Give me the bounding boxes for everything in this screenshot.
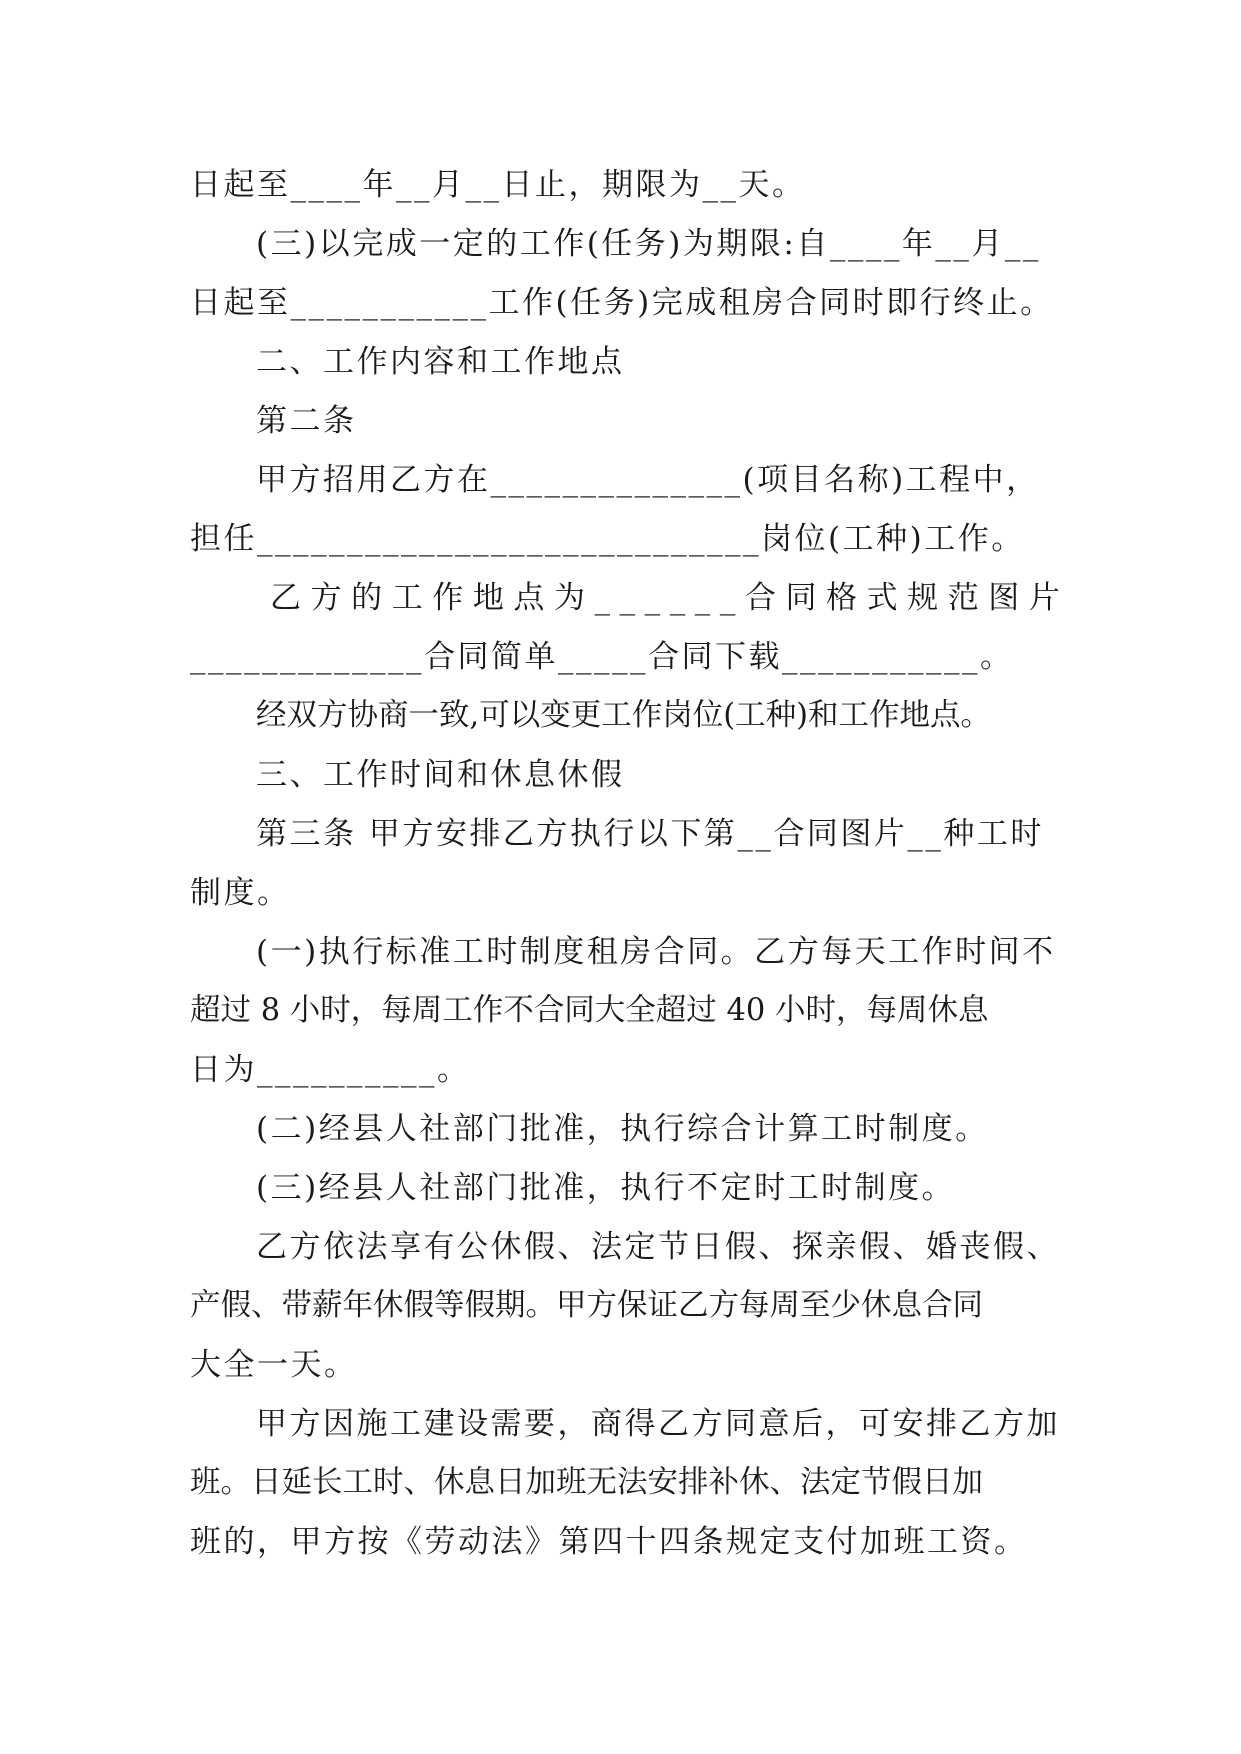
- text-line: 产假、带薪年休假等假期。甲方保证乙方每周至少休息合同: [190, 1288, 983, 1323]
- text-line: 第三条 甲方安排乙方执行以下第__合同图片__种工时: [256, 816, 1044, 852]
- char: 范: [947, 580, 979, 616]
- text-line: (一)执行标准工时制度租房合同。乙方每天工作时间不: [256, 934, 1056, 970]
- char: 乙: [270, 580, 301, 616]
- text-line: 日起至___________工作(任务)完成租房合同时即行终止。: [190, 285, 1054, 321]
- char: 合: [744, 580, 776, 616]
- section-heading: 三、工作时间和休息休假: [256, 757, 625, 793]
- char: 作: [432, 580, 464, 616]
- text-line: (三)经县人社部门批准，执行不定时工时制度。: [256, 1170, 956, 1206]
- text-line: 甲方招用乙方在______________(项目名称)工程中，: [256, 462, 1040, 498]
- text-line: 日为__________。: [190, 1052, 471, 1088]
- text-line: 大全一天。: [190, 1347, 358, 1383]
- text-line: (二)经县人社部门批准，执行综合计算工时制度。: [256, 1111, 989, 1147]
- char: _: [619, 580, 636, 616]
- text-line: 乙方依法享有公休假、法定节日假、探亲假、婚丧假、: [256, 1229, 1060, 1265]
- char: 方: [310, 580, 342, 616]
- article-heading: 第二条: [256, 403, 357, 439]
- char: 工: [391, 580, 423, 616]
- char: _: [694, 580, 711, 616]
- char: _: [669, 580, 686, 616]
- char: 点: [513, 580, 545, 616]
- text-line: 班的，甲方按《劳动法》第四十四条规定支付加班工资。: [190, 1524, 1028, 1560]
- section-heading: 二、工作内容和工作地点: [256, 344, 625, 380]
- text-line: [270, 573, 1060, 623]
- text-line: _____________合同简单_____合同下载___________。: [190, 639, 1014, 675]
- text-line: 班。日延长工时、休息日加班无法安排补休、法定节假日加: [190, 1465, 983, 1500]
- text-line: 担任____________________________岗位(工种)工作。: [190, 521, 1025, 557]
- char: 为: [553, 580, 585, 616]
- char: 格: [826, 580, 857, 616]
- char: 同: [785, 580, 817, 616]
- text-line: 日起至____年__月__日止，期限为__天。: [190, 167, 806, 203]
- char: _: [644, 580, 661, 616]
- char: 的: [351, 580, 383, 616]
- char: 规: [907, 580, 939, 616]
- char: _: [719, 580, 736, 616]
- char: 式: [866, 580, 898, 616]
- text-line: 超过 8 小时，每周工作不合同大全超过 40 小时，每周休息: [190, 993, 989, 1028]
- text-line: 制度。: [190, 875, 291, 911]
- text-line: (三)以完成一定的工作(任务)为期限:自____年__月__: [256, 226, 1041, 262]
- text-line: 甲方因施工建设需要，商得乙方同意后，可安排乙方加: [256, 1406, 1060, 1442]
- text-line: 经双方协商一致,可以变更工作岗位(工种)和工作地点。: [256, 698, 991, 733]
- char: 图: [988, 580, 1020, 616]
- char: _: [594, 580, 610, 616]
- char: 地: [472, 580, 504, 616]
- char: 片: [1028, 580, 1060, 616]
